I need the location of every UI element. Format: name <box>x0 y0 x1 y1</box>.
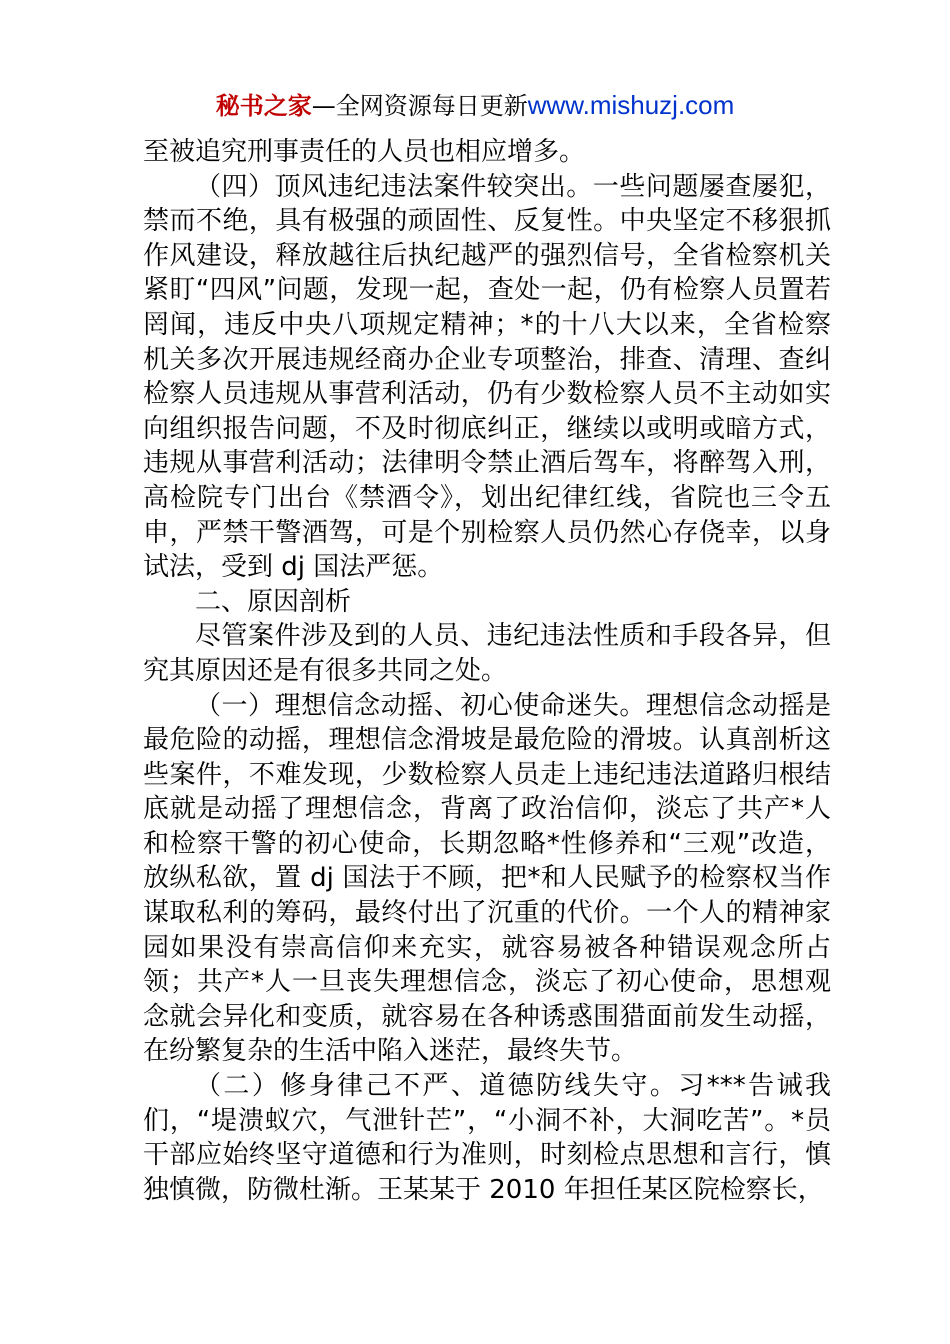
paragraph-continuation: 至被追究刑事责任的人员也相应增多。 <box>143 137 586 167</box>
paragraph-cause-2: （二）修身律己不严、道德防线失守。习***告诫我们，“堤溃蚁穴，气泄针芒”，“小洞不补，大洞吃苦”。*员干部应始终坚守道德和行为准则，时刻检点思想和言行，慎独慎微，防微杜渐。王某某于 2010 年担任某区院检察长， <box>143 1071 831 1205</box>
paragraph-cause-intro: 尽管案件涉及到的人员、违纪违法性质和手段各异，但究其原因还是有很多共同之处。 <box>143 621 831 686</box>
section-heading-cause-analysis: 二、原因剖析 <box>195 586 352 617</box>
document-body <box>143 135 831 1207</box>
paragraph-cause-1: （一）理想信念动摇、初心使命迷失。理想信念动摇是最危险的动摇，理想信念滑坡是最危险的滑坡。认真剖析这些案件，不难发现，少数检察人员走上违纪违法道路归根结底就是动摇了理想信念，背离了政治信仰，淡忘了共产*人和检察干警的初心使命，长期忽略*性修养和“三观”改造，放纵私欲，置 dj 国法于不顾，把*和人民赋予的检察权当作谋取私利的筹码，最终付出了沉重的代价。一个人的精神家园如果没有崇高信仰来充实，就容易被各种错误观念所占领；共产*人一旦丧失理想信念，淡忘了初心使命，思想观念就会异化和变质，就容易在各种诱惑围猎面前发生动摇，在纷繁复杂的生活中陷入迷茫，最终失节。 <box>143 690 831 1067</box>
site-header <box>0 88 950 123</box>
header-slogan: —全网资源每日更新 <box>311 92 528 120</box>
site-url-link[interactable]: www.mishuzj.com <box>527 90 735 120</box>
brand-name: 秘书之家 <box>215 92 312 120</box>
paragraph-section-4: （四）顶风违纪违法案件较突出。一些问题屡查屡犯，禁而不绝，具有极强的顽固性、反复性。中央坚定不移狠抓作风建设，释放越往后执纪越严的强烈信号，全省检察机关紧盯“四风”问题，发现一起，查处一起，仍有检察人员置若罔闻，违反中央八项规定精神；*的十八大以来，全省检察机关多次开展违规经商办企业专项整治，排查、清理、查纠检察人员违规从事营利活动，仍有少数检察人员不主动如实向组织报告问题，不及时彻底纠正，继续以或明或暗方式，违规从事营利活动；法律明令禁止酒后驾车，将醉驾入刑，高检院专门出台《禁酒令》，划出纪律红线，省院也三令五申，严禁干警酒驾，可是个别检察人员仍然心存侥幸，以身试法，受到 dj 国法严惩。 <box>143 171 831 583</box>
